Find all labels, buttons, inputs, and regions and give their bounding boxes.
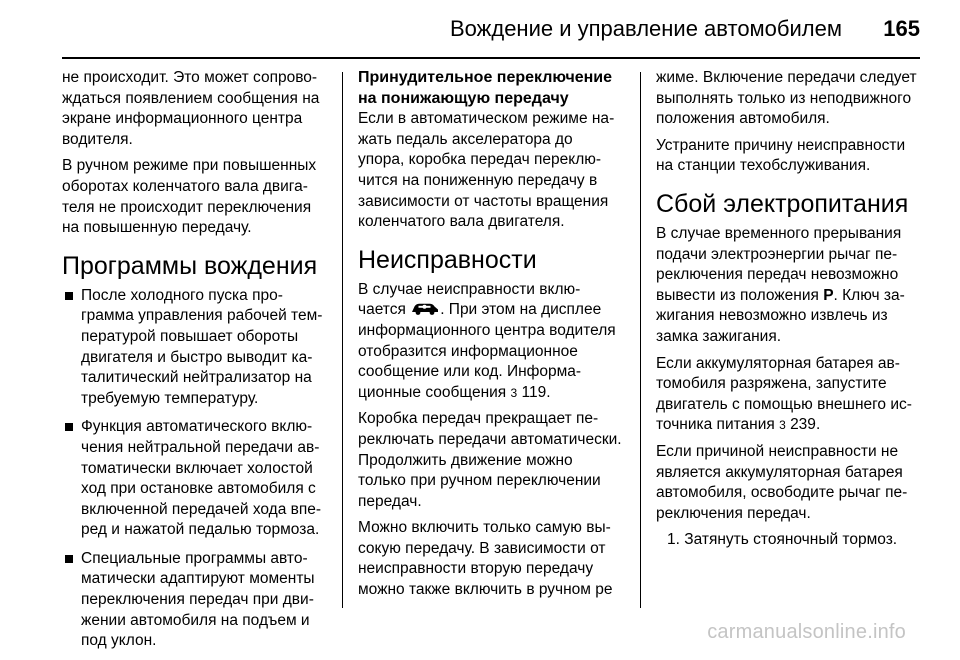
paragraph: Устраните причину неисправности на станции техобслуживания. <box>656 136 906 175</box>
list-item: 1. Затянуть стояночный тормоз. <box>667 531 898 549</box>
list-item: После холодного пуска программа управления рабочей температурой повышает обороты двигателя и быстро выводит каталитический нейтрализатор на требуемую температуру. <box>62 286 326 410</box>
paragraph: Если в автоматическом режиме нажать педаль акселератора до упора, коробка передач переключится на пониженную передачу в зависимости от частоты вращения коленчатого вала двигателя. <box>358 110 615 231</box>
paragraph: Если аккумуляторная батарея автомобиля разряжена, запустите двигатель с помощью внешнего источника питания 3 239. <box>656 354 912 434</box>
page-number: 165 <box>883 16 920 41</box>
list-item: Функция автоматического включения нейтральной передачи автоматически включает холостой ход при остановке автомобиля с включенной передачей хода вперед и нажатой педалью тормоза. <box>62 417 326 541</box>
watermark: carmanualsonline.info <box>707 621 906 643</box>
gear-position-p: P <box>823 286 834 304</box>
section-title-driving-programs: Программы вождения <box>62 251 318 280</box>
paragraph-fault-info: В случае неисправности включается . При этом на дисплее информационного центра водителя отобразится информационное сообщение или код. Информационные сообщения 3 119. <box>358 280 616 401</box>
column-divider <box>640 72 641 608</box>
section-title-faults: Неисправности <box>358 245 537 274</box>
text: . При этом на дисплее информационного центра водителя отобразится информационное сообщение или код. Информационные сообщения <box>358 301 616 401</box>
paragraph: жиме. Включение передачи следует выполнять только из неподвижного положения автомобиля. <box>656 69 917 128</box>
column-right <box>656 68 922 551</box>
paragraph: Если причиной неисправности не является аккумуляторная батарея автомобиля, освободите рычаг переключения передач. <box>656 442 908 522</box>
page-header-title: Вождение и управление автомобилем <box>449 16 842 41</box>
section-title-power-failure: Сбой электропитания <box>656 189 909 218</box>
column-divider <box>342 72 343 608</box>
steps-list <box>656 530 922 551</box>
paragraph: Коробка передач прекращает переключать передачи автоматически. Продолжить движение можно только при ручном переключении передач. <box>358 410 622 510</box>
text: В случае неисправности включается <box>358 280 581 319</box>
column-left <box>62 68 326 660</box>
column-middle <box>358 68 622 601</box>
bullet-list <box>62 286 326 652</box>
page-reference[interactable]: 119 <box>521 383 547 401</box>
car-wrench-icon <box>410 301 440 315</box>
page-reference[interactable]: 239 <box>790 416 816 434</box>
subheading-kickdown: Принудительное переключение на понижающую передачу <box>358 69 613 107</box>
page-reference-arrow-icon: 3 <box>510 385 518 400</box>
header-rule <box>62 57 920 59</box>
paragraph: Можно включить только самую высокую передачу. В зависимости от неисправности вторую передачу можно также включить в ручном ре <box>358 519 613 599</box>
page-reference-arrow-icon: 3 <box>779 418 786 433</box>
list-item: Специальные программы автоматически адаптируют моменты переключения передач при движении автомобиля на подъем и под уклон. <box>62 549 326 652</box>
paragraph: В случае временного прерывания подачи электроэнергии рычаг переключения передач невозможно вывести из положения P. Ключ зажигания невозможно извлечь из замка зажигания. <box>656 224 905 345</box>
paragraph: В ручном режиме при повышенных оборотах коленчатого вала двигателя не происходит переключения на повышенную передачу. <box>62 157 317 237</box>
paragraph: не происходит. Это может сопровождаться появлением сообщения на экране информационного центра водителя. <box>62 69 320 148</box>
